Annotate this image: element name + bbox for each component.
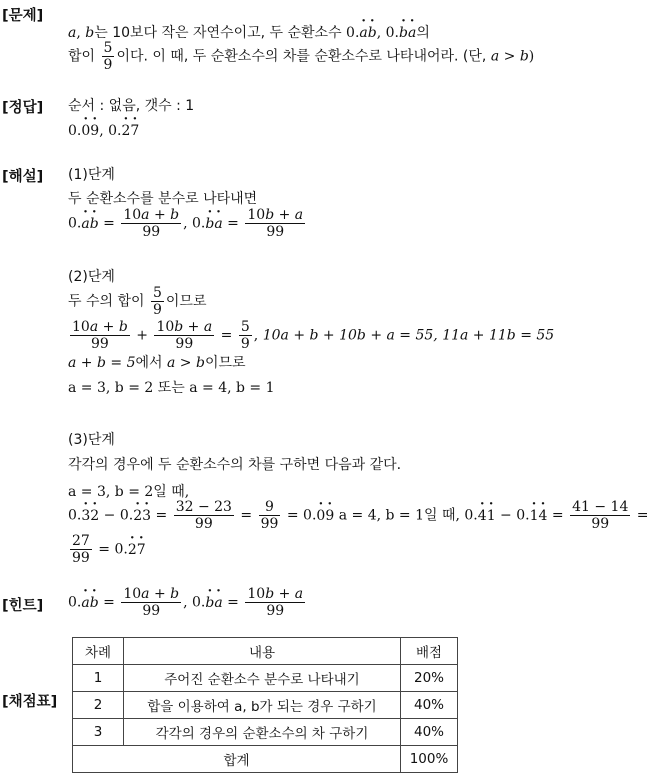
step2-line4: a = 3, b = 2 또는 a = 4, b = 1	[68, 380, 275, 396]
total-label: 합계	[73, 746, 401, 773]
header-no: 차례	[73, 638, 124, 665]
step3-case1: a = 3, b = 2일 때,	[68, 484, 190, 500]
step2-title: (2)단계	[68, 269, 115, 285]
step1-equation: 0.· a· b = $\frac{10a + b}{99}$ , 0.· b· a = $\frac{10b + a}{99}$	[68, 207, 307, 240]
fraction-5-9: $\frac{5}{9}$	[103, 40, 113, 73]
step1-desc: 두 순환소수를 분수로 나타내면	[68, 191, 258, 207]
problem-label: [문제]	[2, 8, 44, 24]
step3-title: (3)단계	[68, 432, 115, 448]
row-no: 2	[73, 692, 124, 719]
hint-equation: 0.· a· b = $\frac{10a + b}{99}$ , 0.· b· a = $\frac{10b + a}{99}$	[68, 586, 307, 619]
answer-label: [정답]	[2, 100, 44, 116]
row-content: 합을 이용하여 a, b가 되는 경우 구하기	[124, 692, 401, 719]
problem-line-2: 합이 $\frac{5}{9}$ 이다. 이 때, 두 순환소수의 차를 순환소수로 나타내어라. (단, a > b)	[68, 40, 535, 73]
step3-diff-line: 0.· 3· 2 − 0.· 2· 3 = $\frac{32 - 23}{99}$ = $\frac{9}{99}$ = 0.· 0· 9 a = 4, b = 1일 때, 0.· 4· 1 − 0.· 1· 4 = $\frac{41 - 14}{99}$ =	[68, 499, 649, 532]
table-total-row	[73, 746, 458, 773]
row-score: 20%	[401, 665, 458, 692]
answer-meta: 순서 : 없음, 갯수 : 1	[68, 98, 195, 114]
header-score: 배점	[401, 638, 458, 665]
scoring-label: [채점표]	[2, 694, 58, 710]
step2-desc: 두 수의 합이 $\frac{5}{9}$ 이므로	[68, 285, 207, 318]
solution-label: [해설]	[2, 169, 44, 185]
scoring-table	[72, 637, 458, 773]
step3-result: $\frac{27}{99}$ = 0.· 2· 7	[68, 533, 146, 566]
hint-label: [힌트]	[2, 598, 44, 614]
header-content: 내용	[124, 638, 401, 665]
table-row	[73, 692, 458, 719]
row-content: 각각의 경우의 순환소수의 차 구하기	[124, 719, 401, 746]
problem-line-1: a, b는 10보다 작은 자연수이고, 두 순환소수 0.· a· b, 0.· b· a의	[68, 24, 430, 42]
row-content: 주어진 순환소수 분수로 나타내기	[124, 665, 401, 692]
table-row	[73, 665, 458, 692]
answer-value: 0.· 0· 9, 0.· 2· 7	[68, 122, 139, 140]
table-row	[73, 719, 458, 746]
step1-title: (1)단계	[68, 167, 115, 183]
row-score: 40%	[401, 719, 458, 746]
step3-desc: 각각의 경우에 두 순환소수의 차를 구하면 다음과 같다.	[68, 457, 402, 473]
total-score: 100%	[401, 746, 458, 773]
step2-equation: $\frac{10a + b}{99}$ + $\frac{10b + a}{99}$ = $\frac{5}{9}$ , 10a + b + 10b + a = 55, 11a + 11b = 55	[72, 319, 555, 352]
step2-line3: a + b = 5에서 a > b이므로	[68, 355, 246, 371]
row-score: 40%	[401, 692, 458, 719]
row-no: 3	[73, 719, 124, 746]
table-header-row	[73, 638, 458, 665]
row-no: 1	[73, 665, 124, 692]
